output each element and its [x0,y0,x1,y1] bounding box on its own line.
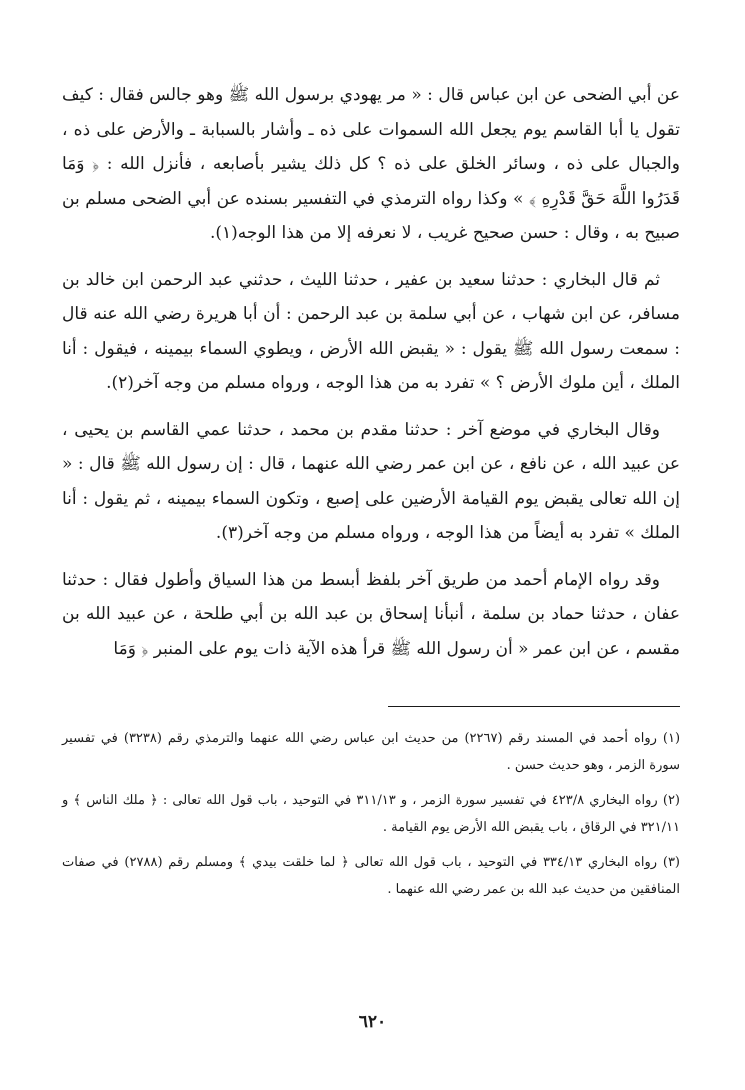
footnotes [62,725,680,903]
page-number: ٦٢٠ [358,1012,387,1032]
main-text [62,78,680,666]
footnote-separator [388,706,680,707]
footnote-1: (١) رواه أحمد في المسند رقم (٢٢٦٧) من حديث ابن عباس رضي الله عنهما والترمذي رقم (٣٢٣٨) في تفسير سورة الزمر ، وهو حديث حسن . [62,731,681,773]
footnote-2: (٢) رواه البخاري ٤٢٣/٨ في تفسير سورة الزمر ، و ٣١١/١٣ في التوحيد ، باب قول الله تعالى : ﴿ ملك الناس ﴾ و ٣٢١/١١ في الرقاق ، باب يقبض الله الأرض يوم القيامة . [62,793,680,835]
paragraph-2: ثم قال البخاري : حدثنا سعيد بن عفير ، حدثنا الليث ، حدثني عبد الرحمن ابن خالد بن مسافر، عن ابن شهاب ، عن أبي سلمة بن عبد الرحمن : أن أبا هريرة رضي الله عنه قال : سمعت رسول الله ﷺ يقول : « يقبض الله الأرض ، ويطوي السماء بيمينه ، فيقول : أنا الملك ، أين ملوك الأرض ؟ » تفرد به من هذا الوجه ، ورواه مسلم من وجه آخر(٢). [62,269,680,393]
paragraph-1: عن أبي الضحى عن ابن عباس قال : « مر يهودي برسول الله ﷺ وهو جالس فقال : كيف تقول يا أبا القاسم يوم يجعل الله السموات على ذه ـ وأشار بالسبابة ـ والأرض على ذه ، والجبال على ذه ، وسائر الخلق على ذه ؟ كل ذلك يشير بأصابعه ، فأنزل الله : ﴿ وَمَا قَدَرُوا اللَّهَ حَقَّ قَدْرِهِ ﴾ » وكذا رواه الترمذي في التفسير بسنده عن أبي الضحى مسلم بن صبيح به ، وقال : حسن صحيح غريب ، لا نعرفه إلا من هذا الوجه(١). [62,85,680,243]
paragraph-4: وقد رواه الإمام أحمد من طريق آخر بلفظ أبسط من هذا السياق وأطول فقال : حدثنا عفان ، حدثنا حماد بن سلمة ، أنبأنا إسحاق بن عبد الله بن أبي طلحة ، عن عبيد الله بن مقسم ، عن ابن عمر « أن رسول الله ﷺ قرأ هذه الآية ذات يوم على المنبر ﴿ وَمَا [62,569,680,659]
document-page [62,78,680,911]
paragraph-3: وقال البخاري في موضع آخر : حدثنا مقدم بن محمد ، حدثنا عمي القاسم بن يحيى ، عن عبيد الله ، عن نافع ، عن ابن عمر رضي الله عنهما ، قال : إن رسول الله ﷺ قال : « إن الله تعالى يقبض يوم القيامة الأرضين على إصبع ، وتكون السماء بيمينه ، ثم يقول : أنا الملك » تفرد به أيضاً من هذا الوجه ، ورواه مسلم من وجه آخر(٣). [62,419,680,543]
footnote-3: (٣) رواه البخاري ٣٣٤/١٣ في التوحيد ، باب قول الله تعالى ﴿ لما خلقت بيدي ﴾ ومسلم رقم (٢٧٨٨) في صفات المنافقين من حديث عبد الله بن عمر رضي الله عنهما . [62,855,680,897]
